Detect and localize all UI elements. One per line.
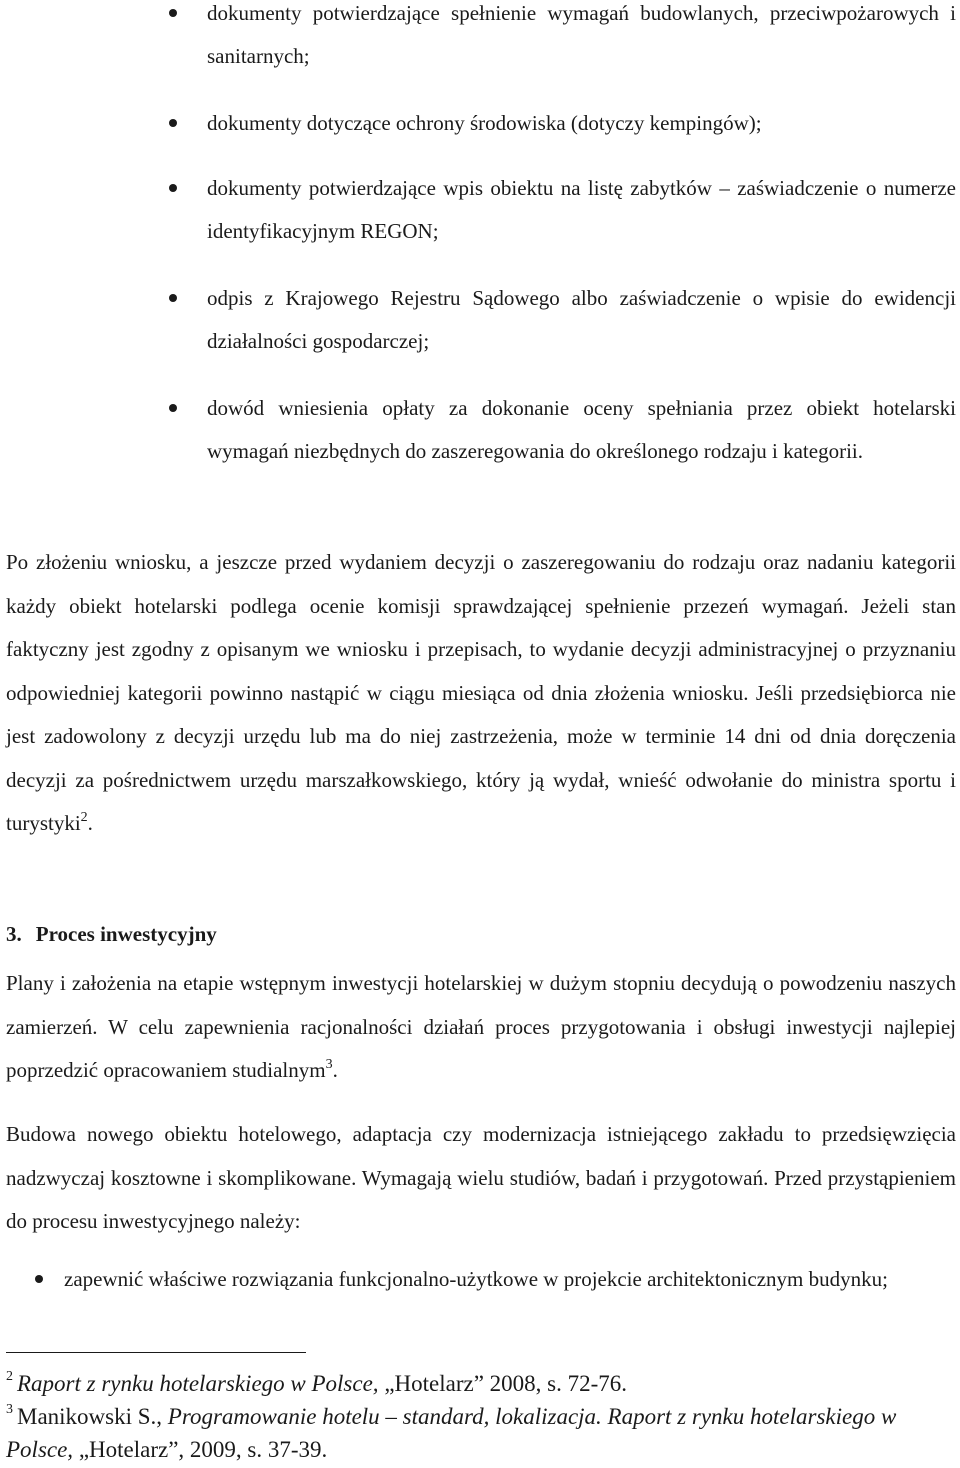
section-title: Proces inwestycyjny xyxy=(35,922,217,946)
list-item-text: dowód wniesienia opłaty za dokonanie oceny spełniania przez obiekt hotelarski wymagań niezbędnych do zaszeregowania do określonego rodzaju i kategorii. xyxy=(207,396,956,463)
paragraph-text: Plany i założenia na etapie wstępnym inwestycji hotelarskiej w dużym stopniu decydują o powodzeniu naszych zamierzeń. W celu zapewnienia racjonalności działań proces przygotowania i obsługi inwestycji najlepiej poprzedzić opracowaniem studialnym xyxy=(6,971,956,1082)
paragraph-construction xyxy=(6,1113,956,1244)
paragraph-end: . xyxy=(87,811,93,835)
paragraph-investment-plans xyxy=(6,962,956,1093)
paragraph-classification xyxy=(6,541,956,846)
section-number: 3. xyxy=(6,922,22,946)
bullet-icon xyxy=(169,184,177,192)
list-item-text: odpis z Krajowego Rejestru Sądowego albo zaświadczenie o wpisie do ewidencji działalności gospodarczej; xyxy=(207,286,956,353)
bullet-icon xyxy=(169,9,177,17)
section-heading xyxy=(6,913,217,956)
footnote-ref: 2 xyxy=(80,810,88,825)
list-item-text: zapewnić właściwe rozwiązania funkcjonalno-użytkowe w projekcie architektonicznym budynku; xyxy=(64,1267,888,1291)
footnote-ref: 3 xyxy=(325,1057,333,1072)
paragraph-text: Po złożeniu wniosku, a jeszcze przed wydaniem decyzji o zaszeregowaniu do rodzaju oraz nadaniu kategorii każdy obiekt hotelarski podlega ocenie komisji sprawdzającej spełnienie przezeń wymagań. Jeżeli stan faktyczny jest zgodny z opisanym we wniosku i przepisach, to wydanie decyzji administracyjnej o przyznaniu odpowiedniej kategorii powinno nastąpić w ciągu miesiąca od dnia złożenia wniosku. Jeśli przedsiębiorca nie jest zadowolony z decyzji urzędu lub ma do niej zastrzeżenia, może w terminie 14 dni od dnia doręczenia decyzji za pośrednictwem urzędu marszałkowskiego, który ją wydał, wnieść odwołanie do ministra sportu i turystyki xyxy=(6,550,956,835)
footnote-text: „Hotelarz” 2008, s. 72-76. xyxy=(384,1371,628,1396)
list-item-text: dokumenty potwierdzające spełnienie wymagań budowlanych, przeciwpożarowych i sanitarnych; xyxy=(207,1,956,68)
footnote-separator xyxy=(6,1352,306,1353)
list-item-text: dokumenty dotyczące ochrony środowiska (dotyczy kempingów); xyxy=(207,111,762,135)
bullet-icon xyxy=(169,404,177,412)
footnote-number: 2 xyxy=(6,1369,13,1384)
list-item-text: dokumenty potwierdzające wpis obiektu na listę zabytków – zaświadczenie o numerze identyfikacyjnym REGON; xyxy=(207,176,956,243)
footnote-italic: Raport z rynku hotelarskiego w Polsce, xyxy=(17,1371,385,1396)
footnote xyxy=(6,1400,956,1466)
footnote-number: 3 xyxy=(6,1402,13,1417)
footnote xyxy=(6,1367,956,1400)
footnote-text: „Hotelarz”, 2009, s. 37-39. xyxy=(78,1437,328,1462)
footnote-italic: Programowanie hotelu – standard, lokalizacja. Raport z rynku hotelarskiego w Polsce, xyxy=(6,1404,897,1462)
bullet-icon xyxy=(169,294,177,302)
footnote-author: Manikowski S., xyxy=(17,1404,168,1429)
paragraph-text: Budowa nowego obiektu hotelowego, adaptacja czy modernizacja istniejącego zakładu to przedsięwzięcia nadzwyczaj kosztowne i skomplikowane. Wymagają wielu studiów, badań i przygotowań. Przed przystąpieniem do procesu inwestycyjnego należy: xyxy=(6,1122,956,1233)
bullet-icon xyxy=(169,119,177,127)
paragraph-end: . xyxy=(332,1058,338,1082)
